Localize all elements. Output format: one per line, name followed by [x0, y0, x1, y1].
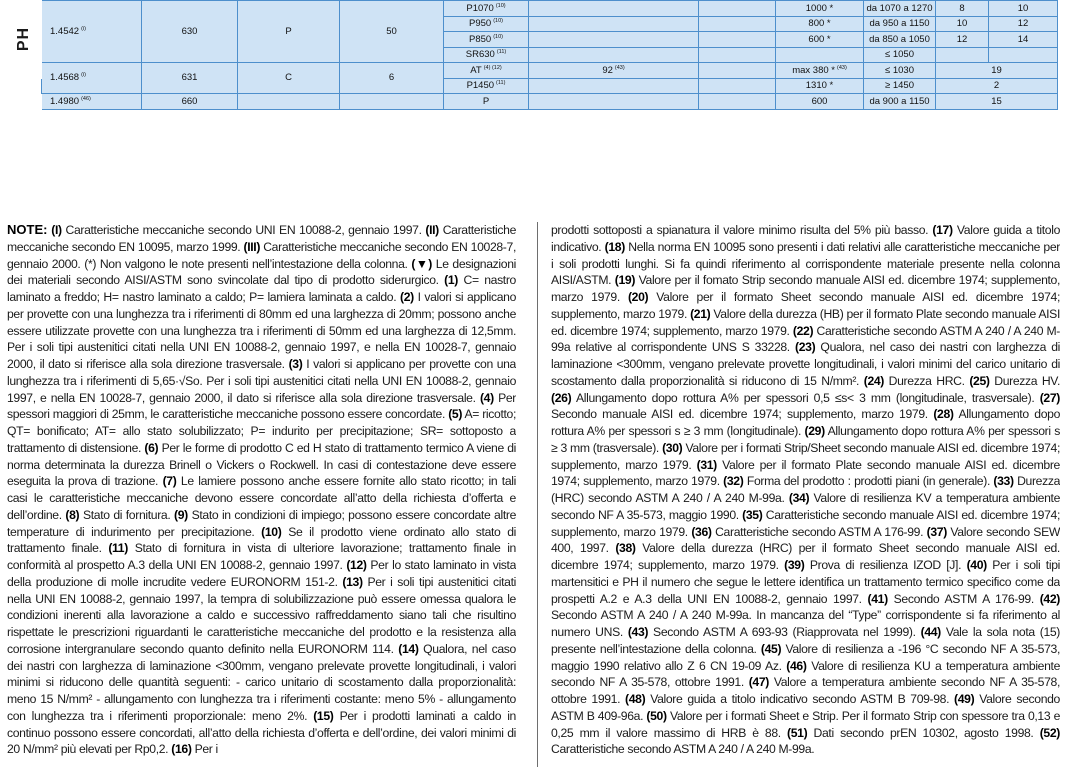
treatment-label: AT: [470, 64, 482, 76]
note-text: Secondo ASTM A 176-99.: [887, 591, 1040, 606]
elongation-trans-cell: 14: [989, 32, 1058, 48]
note-text: Caratteristiche meccaniche secondo UNI EN 10088-2, gennaio 1997.: [61, 223, 426, 237]
steel-number-cell: [42, 63, 142, 94]
note-text: Caratteristiche secondo ASTM A 176-99.: [711, 524, 927, 539]
note-text: Stato di fornitura.: [79, 507, 175, 522]
note-number: (48): [625, 692, 646, 706]
note-text: Prova di resilienza IZOD [J].: [804, 558, 967, 572]
note-number: (14): [398, 641, 419, 656]
footnote-ref: (11): [496, 80, 506, 86]
elongation-cell: 15: [936, 94, 1058, 110]
tensile-strength-cell: da 850 a 1050: [864, 32, 936, 48]
note-text: Valore guida a titolo indicativo.: [551, 223, 1060, 254]
hardness-cell: [529, 94, 699, 110]
treatment-label: P850: [469, 33, 492, 45]
footnote-ref: (46): [81, 95, 91, 102]
note-text: Durezza HV.: [989, 373, 1060, 388]
note-number: (5): [448, 407, 463, 422]
footnote-ref: (10): [493, 33, 503, 40]
note-text: Secondo ASTM A 693-93 (Riapprovata nel 1999).: [648, 625, 921, 639]
note-number: (9): [174, 507, 188, 522]
note-text: Durezza (HRC) secondo ASTM A 240 / A 240 M-99a.: [551, 474, 1060, 505]
note-number: (31): [696, 457, 717, 472]
note-number: (8): [65, 507, 80, 522]
note-text: Qualora, nel caso dei nastri con larghezza di laminazione <300mm, vengano prelevate provette longitudinali, i valori minimi si riducono delle quantità seguenti: - carico unitario di scostamento dalla proporzionalità: meno 15 N/mm² - allungamento con lunghezza tra i riferimenti costante: meno 5% - allungamento con lunghezza tra i riferimenti proporzionale: meno 2%.: [7, 641, 516, 723]
table-row: [7, 63, 1058, 79]
note-text: Valore per i formati Sheet e Strip. Per il formato Strip con spessore tra 0,13 e 0,25 mm il valore massimo di HRB è 88.: [551, 708, 1060, 740]
note-number: (20): [627, 290, 649, 304]
note-text: Valore della durezza (HB) per il formato Plate secondo manuale AISI ed. dicembre 1974; supplemento, marzo 1979.: [551, 306, 1060, 338]
note-number: (28): [933, 407, 954, 422]
table-row: [7, 1, 1058, 17]
note-number: (19): [614, 273, 636, 288]
note-text: C= nastro laminato a freddo; H= nastro laminato a caldo; P= lamiera laminata a caldo.: [7, 273, 516, 304]
empty-cell: [699, 1, 776, 17]
elongation-cell: 19: [936, 63, 1058, 79]
note-number: (25): [969, 373, 990, 388]
empty-cell: [699, 16, 776, 32]
note-number: (▼): [411, 256, 432, 271]
note-text: Per i prodotti laminati a caldo in continuo possono essere concordati, all’atto della richiesta d’offerta e dell’ordine, dei valori minimi di 20 N/mm² più elevati per Rp0,2.: [7, 708, 516, 757]
elongation-long-cell: [936, 47, 989, 63]
empty-cell: [699, 47, 776, 63]
tensile-strength-cell: da 1070 a 1270: [864, 1, 936, 17]
empty-cell: [699, 78, 776, 94]
yield-strength-cell: [776, 63, 864, 79]
treatment-label: P950: [469, 18, 492, 29]
footnote-ref: (10): [493, 18, 503, 24]
yield-strength-cell: 1310 *: [776, 78, 864, 94]
footnote-ref: (11): [496, 49, 507, 55]
note-number: (43): [627, 625, 649, 639]
note-text: Secondo manuale AISI ed. dicembre 1974; supplemento, marzo 1979.: [551, 407, 934, 422]
note-text: Valore per il formato Sheet secondo manuale AISI ed. dicembre 1974; supplemento, marzo 1979.: [551, 290, 1060, 321]
note-number: (34): [788, 491, 810, 505]
note-text: Valore per il fomato Strip secondo manuale AISI ed. dicembre 1974; supplemento, marzo 1979.: [551, 273, 1060, 304]
note-text: Valore guida a titolo indicativo secondo ASTM B 709-98.: [645, 692, 955, 706]
note-number: (46): [786, 658, 807, 673]
note-text: Valore di resilienza KV a temperatura ambiente secondo NF A 35-573, maggio 1990.: [551, 491, 1060, 522]
elongation-long-cell: 10: [936, 16, 989, 32]
treatment-cell: [444, 16, 529, 32]
yield-strength-cell: 600: [776, 94, 864, 110]
note-number: (24): [863, 373, 885, 388]
product-form-cell: [238, 94, 340, 110]
ph-group-cell: [7, 78, 42, 94]
note-number: (52): [1039, 725, 1060, 740]
thickness-cell: 50: [340, 1, 444, 63]
note-text: Valore per il formato Plate secondo manuale AISI ed. dicembre 1974; supplemento, marzo 1979.: [551, 457, 1060, 489]
ph-group-cell: [7, 1, 42, 79]
hardness-cell: [529, 16, 699, 32]
product-form-cell: P: [238, 1, 340, 63]
aisi-cell: 630: [142, 1, 238, 63]
elongation-long-cell: 12: [936, 32, 989, 48]
note-number: (3): [288, 357, 303, 371]
note-number: (4): [479, 390, 494, 405]
note-number: (18): [604, 239, 625, 254]
note-number: (50): [646, 708, 667, 723]
hardness-cell: [529, 78, 699, 94]
note-number: (II): [425, 223, 439, 237]
note-number: (III): [243, 239, 261, 254]
steel-number: 1.4568: [50, 72, 80, 84]
footnote-ref: (43): [614, 64, 625, 71]
note-text: Durezza HRC.: [884, 373, 970, 388]
note-number: (22): [792, 323, 814, 338]
note-text: Valore della durezza (HRC) per il formato Sheet secondo manuale AISI ed. dicembre 1974; supplemento, marzo 1979.: [551, 541, 1060, 572]
hardness-cell: [529, 63, 699, 79]
note-number: (29): [804, 424, 825, 438]
note-number: (47): [748, 675, 769, 690]
note-number: (45): [760, 641, 782, 656]
treatment-cell: [444, 32, 529, 48]
note-text: prodotti sottoposti a spianatura il valore minimo risulta del 5% più basso.: [551, 223, 933, 237]
note-text: Valore di resilienza a -196 °C secondo NF A 35-573, maggio 1990 relativo allo Z 6 CN 19-09 Az.: [551, 641, 1060, 673]
note-text: Allungamento dopo rottura A% per spessori s ≥ 3 mm (longitudinale).: [551, 407, 1060, 438]
tensile-strength-cell: da 950 a 1150: [864, 16, 936, 32]
note-text: Per le forme di prodotto C ed H stato di trattamento termico A viene di norma determinata la durezza Brinell o Vickers o Rockwell. In casi di contestazione deve essere eseguita la prova di trazione.: [7, 440, 516, 489]
note-text: Caratteristiche meccaniche secondo EN 10028-7, gennaio 2000. (*) Non valgono le note presenti nell’intestazione della colonna.: [7, 239, 516, 271]
note-number: (41): [867, 591, 888, 606]
note-number: (44): [920, 625, 941, 639]
note-number: (49): [954, 692, 975, 706]
tensile-strength-cell: ≤ 1030: [864, 63, 936, 79]
note-text: Caratteristiche secondo ASTM A 240 / A 240 M-99a relative al corrispondente UNS S 33228.: [551, 323, 1060, 355]
notes-right-column: [551, 222, 1060, 767]
empty-cell: [699, 94, 776, 110]
elongation-trans-cell: 10: [989, 1, 1058, 17]
note-text: I valori si applicano per provette con una lunghezza tra i riferimenti di 80mm ed una larghezza di 20mm; possono anche essere utilizzate provette con una lunghezza tra i riferimenti di 50mm ed una larghezza di 12,5mm. Per i soli tipi austenitici citati nella UNI EN 10088-2, gennaio 1997, e nella EN 10028-7, gennaio 2000, il dato si riferisce alla sola direzione trasversale.: [7, 290, 516, 371]
footnote-ref: (i): [81, 72, 86, 79]
note-text: Caratteristiche secondo manuale AISI ed. dicembre 1974; supplemento, marzo 1979.: [551, 507, 1060, 539]
note-number: (51): [787, 725, 808, 740]
note-text: Nella norma EN 10095 sono presenti i dati relativi alle caratteristiche meccaniche per i soli prodotti lunghi. Si fa quindi riferimento al corrispondente materiale presente nella colonna AISI/ASTM.: [551, 239, 1060, 288]
note-text: Secondo ASTM A 240 / A 240 M-99a. In mancanza del “Type” corrispondente si fa riferimento al numero UNS.: [551, 608, 1060, 639]
steel-number-cell: [42, 94, 142, 110]
elongation-trans-cell: [989, 47, 1058, 63]
treatment-label: P1070: [466, 2, 494, 14]
yield-strength-cell: 1000 *: [776, 1, 864, 17]
footnote-ref: (4) (12): [483, 64, 502, 71]
note-text: Le lamiere possono anche essere fornite allo stato ricotto; in tali casi le caratteristiche meccaniche devono essere concordate all’atto della richiesta d’offerta e dell’ordine.: [7, 474, 516, 522]
note-text: Dati secondo prEN 10302, agosto 1998.: [807, 725, 1040, 740]
note-text: Allungamento dopo rottura A% per spessori 0,5 ≤s< 3 mm (longitudinale, trasversale).: [571, 390, 1040, 405]
product-form-cell: C: [238, 63, 340, 94]
note-text: Per i soli tipi martensitici e PH il numero che segue le lettere identifica un trattamento termico specifico come da prospetti A.2 e A.3 della UNI EN 10088-2, gennaio 1997.: [551, 558, 1060, 606]
aisi-cell: 631: [142, 63, 238, 94]
empty-cell: [699, 32, 776, 48]
note-number: (I): [51, 223, 62, 237]
thickness-cell: 6: [340, 63, 444, 94]
note-text: Per i: [191, 742, 218, 757]
note-number: (7): [162, 474, 177, 489]
note-text: Stato di fornitura in vista di ulteriore lavorazione; trattamento finale in conformità al prospetto A.3 della UNI EN 10088-2, gennaio 1997.: [7, 541, 516, 572]
note-number: (12): [346, 558, 367, 572]
note-number: (13): [342, 574, 363, 589]
note-number: (10): [261, 524, 282, 539]
tensile-strength-cell: da 900 a 1150: [864, 94, 936, 110]
note-number: (42): [1039, 591, 1060, 606]
treatment-cell: [444, 78, 529, 94]
steel-number: 1.4542: [50, 25, 80, 37]
table-row: [7, 94, 1058, 110]
aisi-cell: 660: [142, 94, 238, 110]
note-text: Vale la sola nota (15) presente nell’intestazione della colonna.: [551, 625, 1060, 656]
note-number: (36): [691, 524, 712, 539]
treatment-cell: P: [444, 94, 529, 110]
note-number: (33): [993, 474, 1014, 489]
elongation-cell: 2: [936, 78, 1058, 94]
note-text: Valore secondo ASTM B 409-96a.: [551, 692, 1060, 723]
elongation-trans-cell: 12: [989, 16, 1058, 32]
note-number: (17): [932, 223, 953, 237]
yield-strength-cell: 800 *: [776, 16, 864, 32]
tensile-strength-cell: ≥ 1450: [864, 78, 936, 94]
hardness-cell: [529, 32, 699, 48]
hardness-cell: [529, 1, 699, 17]
note-number: (1): [444, 273, 459, 288]
treatment-label: P1450: [466, 80, 495, 91]
note-text: Caratteristiche meccaniche secondo EN 10095, marzo 1999.: [7, 223, 516, 254]
note-text: Forma del prodotto : prodotti piani (in generale).: [743, 474, 994, 489]
note-number: (38): [615, 541, 636, 556]
yield-strength-cell: [776, 47, 864, 63]
notes-left-column: [7, 222, 516, 767]
notes-heading: NOTE:: [7, 222, 48, 237]
note-text: Per lo stato laminato in vista della produzione di molle incrudite vedere EURONORM 151-2.: [7, 558, 516, 589]
footnote-ref: (i): [81, 25, 86, 32]
treatment-label: SR630: [465, 49, 495, 60]
ph-group-label: PH: [15, 27, 32, 52]
tensile-strength-cell: ≤ 1050: [864, 47, 936, 63]
hardness-cell: [529, 47, 699, 63]
note-text: Per i soli tipi austenitici citati nella UNI EN 10088-2, gennaio 1997, la tempra di solubilizzazione può essere omessa qualora le condizioni inerenti alla lavorazione a caldo e successivo raffreddamento siano tali che risultino rispettate le prescrizioni riguardanti le caratteristiche meccaniche del prodotto e la resistenza alla corrosione intergranulare secondo quanto definito nella EURONORM 114.: [7, 574, 516, 656]
note-text: Per spessori maggiori di 25mm, le caratteristiche meccaniche possono essere concordate.: [7, 390, 516, 422]
note-text: Se il prodotto viene ordinato allo stato di trattamento finale.: [7, 524, 516, 556]
note-text: A= ricotto; QT= bonificato; AT= allo stato solubilizzato; P= indurito per precipitazione; SR= sottoposto a trattamento di distensione.: [7, 407, 516, 455]
note-number: (2): [400, 290, 414, 304]
note-text: Valore a temperatura ambiente secondo NF A 35-578, ottobre 1991.: [551, 675, 1060, 706]
note-text: I valori si applicano per provette con una lunghezza tra i riferimenti di 5,65·√So. Per i soli tipi austenitici citati nella UNI EN 10088-2, gennaio 1997, e nella EN 10028-7, gennaio 2000, il dato si riferisce alla sola direzione trasversale.: [7, 357, 516, 405]
note-number: (16): [171, 742, 192, 757]
note-number: (11): [108, 541, 128, 556]
note-text: Caratteristiche secondo ASTM A 240 / A 240 M-99a.: [551, 742, 815, 757]
note-text: Qualora, nel caso dei nastri con larghezza di laminazione <300mm, vengano prelevate provette longitudinali, i valori minimi del carico unitario di scostamento dalla proporzionalità si riducono di 15 N/mm².: [551, 340, 1060, 388]
note-number: (40): [966, 558, 987, 572]
note-text: Valore secondo SEW 400, 1997.: [551, 524, 1060, 556]
thickness-cell: [340, 94, 444, 110]
note-number: (15): [313, 708, 334, 723]
note-text: Valore di resilienza KU a temperatura ambiente secondo NF A 35-578, ottobre 1991.: [551, 658, 1060, 690]
note-number: (23): [795, 340, 816, 355]
properties-table: [6, 0, 1058, 110]
yield-strength-cell: 600 *: [776, 32, 864, 48]
note-number: (30): [662, 440, 683, 455]
treatment-cell: [444, 1, 529, 17]
steel-number-cell: [42, 1, 142, 63]
note-text: Allungamento dopo rottura A% per spessori s ≥ 3 mm (trasversale).: [551, 424, 1060, 455]
note-number: (37): [926, 524, 947, 539]
footnote-ref: (10): [495, 2, 506, 9]
note-number: (26): [551, 390, 572, 405]
yield-strength-value: max 380 *: [792, 64, 835, 76]
footnote-ref: (43): [837, 64, 847, 71]
treatment-cell: [444, 47, 529, 63]
note-number: (27): [1039, 390, 1060, 405]
note-number: (32): [723, 474, 744, 489]
note-number: (35): [742, 507, 763, 522]
empty-cell: [699, 63, 776, 79]
note-text: Stato in condizioni di impiego; possono essere concordate altre temperature di indurimento per precipitazione.: [7, 507, 516, 539]
treatment-cell: [444, 63, 529, 79]
column-divider: [537, 222, 538, 767]
hardness-value: 92: [602, 64, 613, 76]
note-number: (6): [144, 440, 159, 455]
ph-group-cell: [7, 94, 42, 110]
steel-number: 1.4980: [50, 95, 80, 107]
elongation-long-cell: 8: [936, 1, 989, 17]
note-number: (21): [690, 306, 711, 321]
properties-table-section: [6, 0, 1057, 114]
note-number: (39): [784, 558, 805, 572]
note-text: Valore per i formati Strip/Sheet secondo manuale AISI ed. dicembre 1974; supplemento, marzo 1979.: [551, 440, 1060, 472]
note-text: Le designazioni dei materiali secondo AISI/ASTM sono svincolate dal tipo di prodotto siderurgico.: [7, 256, 516, 288]
